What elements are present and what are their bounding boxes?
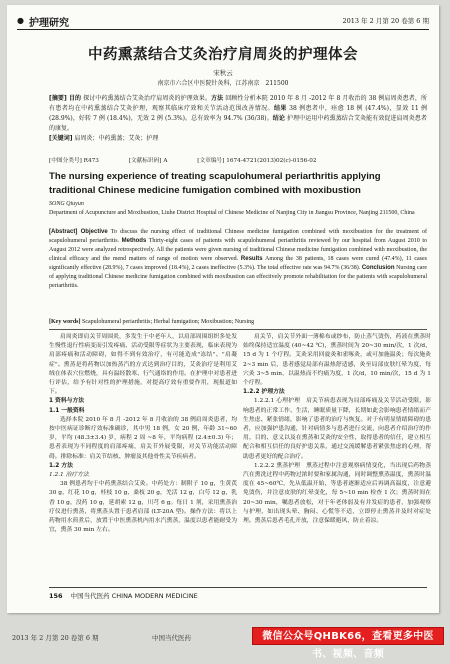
article-title-en: The nursing experience of treating scapulohumeral periarthritis applying traditional Chinese medicine fumigation combined with moxibustion: [49, 171, 381, 196]
article-title-cn: 中药熏蒸结合艾灸治疗肩周炎的护理体会: [88, 47, 358, 63]
keywords-cn: [49, 134, 427, 144]
abstract-separator: [49, 329, 427, 330]
body-right-paragraph: 肩关节，肩关节外面一薄棉布或纱布，防止蒸气烫伤，药液在熏蒸时始终保持适宜温度 (40~42 ℃)，熏蒸时间为 20~30 min/次，1 次/d，15 d 为 1 个疗程。艾灸采用回旋灸和雀啄灸，或可加施温灸；每次施灸 2~3 min 后，患者感觉局部有温热舒适感，灸至局部皮肤红晕为度，每穴灸 3~5 min，以温热而不灼痛为度，1 次/d，10 min/次，15 d 为 1 个疗程。: [243, 334, 431, 387]
header-rule: [17, 29, 429, 30]
body-left-paragraph: 选择本院 2010 年 8 月 -2012 年 8 月收治的 38 例肩周炎患者，均按中医病证诊断疗效标准确诊，其中男 18 例，女 20 例，年龄 31~60 岁，平均 (48.3±3.4) 岁，病程 2 周 ~8 年，平均病程 (2.4±0.3) 年；患者表现为不同程度的肩部疼痛，肩关节外展受限，对关节功能活动障碍。排除标准：肩关节结核、肿瘤及其他骨性关节疾病者。: [49, 416, 237, 460]
body-right-heading: 1.2.2 护理方法: [243, 389, 285, 396]
abstract-en-text: To discuss the nursing effect of traditional Chinese medicine fumigation combined with moxibustion for the treatment of scapulohumeral periarthritis.: [49, 229, 427, 244]
body-left-heading: 1.1 一般资料: [49, 407, 85, 414]
abstract-en-label: Conclusion: [361, 265, 395, 271]
page-number: 156: [49, 592, 63, 600]
keywords-cn-label: [关键词]: [49, 135, 73, 142]
body-left-heading: 1.2 方法: [49, 462, 73, 469]
abstract-cn-body: [49, 94, 427, 134]
abstract-en-text: Thirty-eight cases of patients with scapulohumeral periarthritis reviewed by our hospital from August 2010 to August 2012 were analyzed retrospectively. All the patients were given nursing of traditional Chinese medicine fumigation combined with moxibustion, the clinical efficacy and the mend matters of range of motion were observed.: [49, 238, 427, 262]
clc-number: [中图分类号] R473: [49, 158, 99, 164]
body-left-paragraph: 38 例患者均于中药熏蒸结合艾灸。中药处方：制附子 10 g，生黄芪 30 g，红花 10 g，桂枝 10 g，桑枝 20 g，羌活 12 g，白芍 12 g，乳香 10 g，没药 10 g，延胡索 12 g，川芎 6 g。每日 1 剂，采用熏蒸治疗仪进行熏蒸，将熏蒸头置于患者肩部 (LT-20A 型)。操作方法：将以上药物用水煎煮后，放置于中医熏蒸机内用水汽熏蒸，温度以患者能耐受为宜，熏蒸 30 min 左右。: [49, 481, 237, 534]
abstract-cn: [49, 94, 427, 144]
next-page-journal: 中国当代医药: [152, 634, 191, 642]
body-left-paragraph: 肩周炎即肩关节周围炎，多发生于中老年人，以肩部周围组织多处发生慢性退行性病变而引发疼痛、活动受限等症状为主要表现，临床表现为肩部疼痛和活动障碍，如得不到有效治疗，有可能造成"冻结"、"肩凝症"。熏蒸是将药物以加热蒸汽的方式达到治疗目的，艾灸治疗是利用艾绒在体表穴位燃烧，具有温经散寒、行气通络的作用。在护理中对患者进行评估，给予有针对性的护理措施，对提高疗效有重要作用，现报道如下。: [49, 334, 237, 396]
body-right-paragraph: 1.2.2.1 心理护理 肩关节病患表现为局部疼痛及关节活动受限，影响患者的正常工作、生活，睡眠质量下降，长期如此会影响患者情绪而产生焦虑、紧张情绪，影响了患者的治疗与恢复。对于有明显情绪障碍的患者，应加强护患沟通，针对病情多与患者进行交流，向患者介绍治疗的作用、目的、意义以及在熏蒸和艾灸的安全性，取得患者的信任，建立相互配合和相互信任的良好护患关系，通过交流缓解患者紧张焦虑的心理，帮助患者更好的配合治疗。: [243, 398, 431, 460]
body-left-heading: 1.2.1 治疗方法: [49, 472, 89, 479]
document-code: [文献标识码] A: [128, 158, 168, 164]
section-bullet-icon: ●: [17, 16, 24, 25]
abstract-cn-text: 探讨中药熏蒸结合艾灸治疗肩周炎的护理效果。: [81, 95, 212, 102]
keywords-en-text: Scapulohumeral periarthritis; Herbal fumigation; Moxibustion; Nursing: [80, 319, 255, 325]
abstract-cn-label: 方法: [211, 95, 224, 102]
body-column-left: [49, 333, 237, 583]
footer-rule: [49, 587, 427, 588]
affiliation-en: Department of Acupuncture and Moxibustion, Liuhe District Hospital of Chinese Medicine of Nanjing City in Jiangsu Province, Nanjing 211500, China: [49, 210, 415, 216]
keywords-en-label: [Key words]: [49, 319, 81, 325]
page-footer: [49, 591, 198, 600]
affiliation-cn: 南京市六合区中医院针灸科，江苏南京 211500: [157, 80, 289, 87]
abstract-cn-label: [摘要] 目的: [49, 95, 82, 102]
abstract-en-text: Among the 38 patients, 18 cases were cured (47.4%), 11 cases significantly effective (28.9%), 7 cases improved (18.4%), 2 cases ineffective (5.3%). The total effective rate was 94.7% (36/38).: [49, 256, 427, 271]
abstract-en-label: Methods: [121, 238, 147, 244]
abstract-cn-label: 结论: [272, 115, 285, 122]
author-cn: 宋秋云: [213, 69, 233, 77]
abstract-en: [49, 228, 427, 291]
abstract-cn-label: 结果: [273, 105, 287, 112]
next-page-issue: 2013 年 2 月第 20 卷第 6 期: [12, 634, 99, 642]
classification-line: [49, 155, 427, 164]
running-header: [17, 13, 429, 31]
keywords-cn-text: 肩周炎；中药熏蒸；艾灸；护理: [72, 135, 159, 142]
keywords-en: [49, 319, 427, 325]
body-right-paragraph: 1.2.2.2 熏蒸护理 熏蒸过程中注意观察病情变化，当出现后药物蒸汽在熏洗过程中药物过浓时要和家属沟通，同时调整熏蒸温度，熏蒸时温度在 45~60℃，先从低温开始，等患者逐渐适应后再调高温度，注意避免烫伤，并注意皮肤的红晕变化，每 5~10 min 检查 1 次；熏蒸时间在 20~30 min，嘱患者放松，对于年老体弱及有并发症的患者，加强观察与护理，如出现头晕、胸闷、心慌等不适，立即停止熏蒸并及时对症处理。熏蒸后患者毛孔开放，注意保暖避风，防止着凉。: [243, 462, 431, 525]
abstract-en-label: Results: [240, 256, 263, 262]
body-left-heading: 1 资料与方法: [49, 398, 85, 405]
abstract-en-text: Nursing care of applying traditional Chinese medicine fumigation combined with moxibustion can effectively promote rehabilitation for the patients with scapulohumeral periarthritis.: [49, 265, 427, 289]
journal-page: [7, 5, 439, 613]
abstract-cn-text: 38 例患者中，痊愈 18 例 (47.4%)，显效 11 例 (28.9%)，好转 7 例 (18.4%)，无效 2 例 (5.3%)。总有效率为 94.7% (36/38)。: [49, 105, 427, 122]
body-column-right: [243, 333, 431, 583]
wechat-banner[interactable]: 微信公众号QHBK66，查看更多中医书、视频、音频: [252, 627, 444, 645]
abstract-cn-text: 回顾性分析本院 2010 年 8 月 -2012 年 8 月收治的 38 例肩周炎患者，所有患者均在中药熏蒸结合艾灸护理，观察其临床疗效和关节活动范围改善情况。: [49, 95, 427, 112]
issue-info: 2013 年 2 月第 20 卷第 6 期: [342, 17, 429, 25]
author-en: SONG Qiuyun: [49, 201, 84, 207]
journal-name: 中国当代医药 CHINA MODERN MEDICINE: [70, 592, 198, 600]
section-name: 护理研究: [29, 18, 69, 29]
abstract-en-label: [Abstract] Objective: [49, 229, 108, 235]
abstract-cn-text: 护理中运用中药熏蒸结合艾灸能有效促进肩周炎患者的康复。: [49, 115, 427, 132]
article-number: [文章编号] 1674-4721(2013)02(c)-0156-02: [197, 158, 317, 164]
